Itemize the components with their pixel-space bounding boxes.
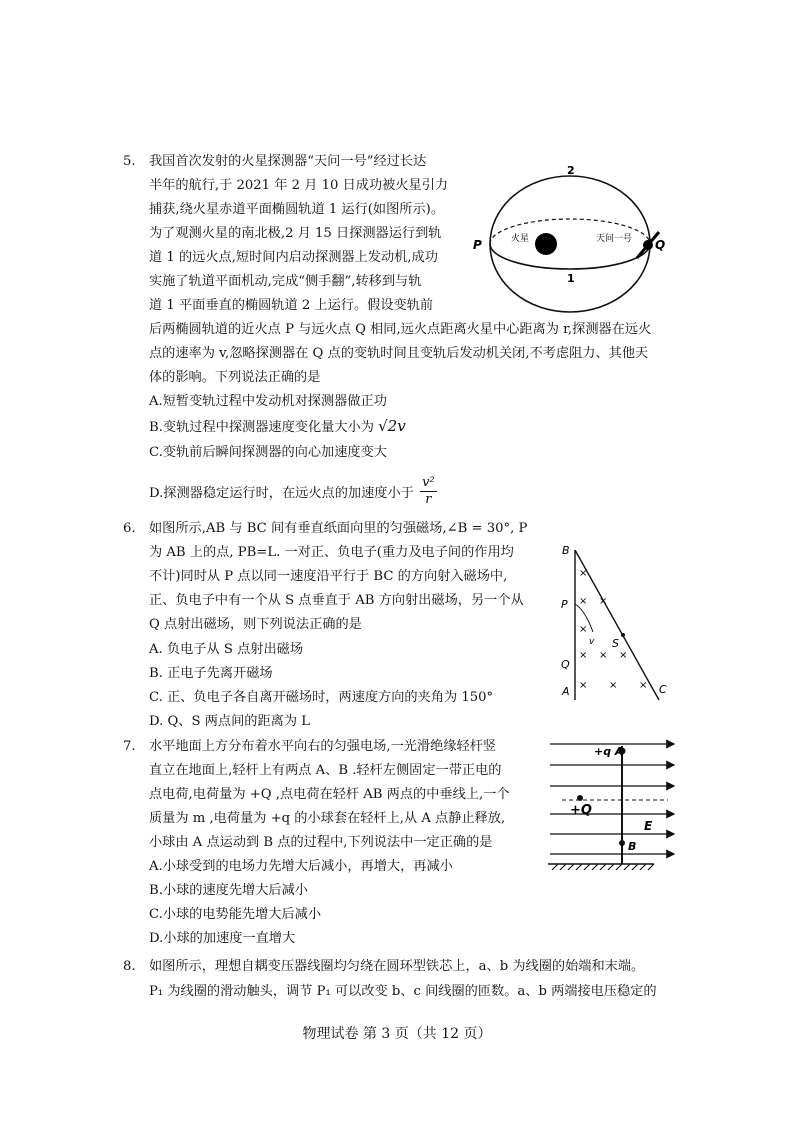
q7-option-b: B.小球的速度先增大后减小 [149, 883, 308, 898]
label-qA: +q A [594, 745, 624, 758]
label-E: E [644, 819, 653, 833]
q5-line-8: 后两椭圆轨道的近火点 P 与远火点 Q 相同,远火点距离火星中心距离为 r,探测器在远火 [149, 322, 652, 337]
label-probe: 天问一号 [596, 234, 633, 244]
question-number: 7. [123, 739, 136, 754]
cross-mark: × [639, 680, 648, 691]
probe-body [643, 240, 653, 250]
point-S [621, 633, 625, 637]
label-A: A [562, 685, 570, 698]
cross-mark: × [619, 650, 628, 661]
q8-line-2: P₁ 为线圈的滑动触头，调节 P₁ 可以改变 b、c 间线圈的匝数。a、b 两端接电压稳定的 [149, 984, 657, 999]
point-B [619, 840, 625, 846]
q7-line-3: 点电荷,电荷量为 +Q ,点电荷在轻杆 AB 两点的中垂线上,一个 [149, 787, 510, 802]
page-footer: 物理试卷 第 3 页（共 12 页） [302, 1026, 492, 1042]
cross-mark: × [599, 650, 608, 661]
ground-hatch [552, 864, 654, 870]
question-8 [123, 955, 693, 1005]
label-mars: 火星 [511, 234, 530, 244]
label-B: B [628, 840, 637, 853]
q6-field-figure [555, 540, 675, 710]
cross-mark: × [579, 624, 588, 635]
q5-option-b [149, 415, 406, 440]
q6-line-2: 为 AB 上的点, PB=L. 一对正、负电子(重力及电子间的作用均 [149, 545, 514, 560]
label-P: P [561, 598, 568, 611]
q5-line-3: 捕获,绕火星赤道平面椭圆轨道 1 运行(如图所示)。 [149, 202, 445, 217]
cross-mark: × [579, 680, 588, 691]
q5-option-a: A.短暂变轨过程中发动机对探测器做正功 [149, 394, 387, 409]
label-2: 2 [567, 164, 575, 177]
q7-line-1: 水平地面上方分布着水平向右的匀强电场,一光滑绝缘轻杆竖 [149, 739, 497, 754]
q6-option-c: C. 正、负电子各自离开磁场时，两速度方向的夹角为 150° [149, 690, 494, 705]
q5-option-b-text: B.变轨过程中探测器速度变化量大小为 [149, 420, 374, 435]
q7-field-figure [548, 738, 678, 872]
q7-option-d: D.小球的加速度一直增大 [149, 931, 296, 946]
q7-option-c: C.小球的电势能先增大后减小 [149, 907, 322, 922]
q5-option-c: C.变轨前后瞬间探测器的向心加速度变大 [149, 445, 387, 460]
q5-line-5: 道 1 的远火点,短时间内启动探测器上发动机,成功 [149, 250, 438, 265]
orbit-1-front [490, 244, 650, 269]
orbit-2-ellipse [490, 176, 650, 312]
label-Q: Q [561, 658, 570, 671]
cross-mark: × [579, 650, 588, 661]
charge-Q [577, 795, 583, 801]
label-P: P [473, 238, 482, 252]
label-v: v [589, 637, 595, 647]
label-Q: Q [655, 238, 666, 252]
q7-line-4: 质量为 m ,电荷量为 +q 的小球套在轻杆上,从 A 点静止释放, [149, 811, 506, 826]
q5-line-9: 点的速率为 v,忽略探测器在 Q 点的变轨时间且变轨后发动机关闭,不考虑阻力、其他天 [149, 346, 649, 361]
cross-mark: × [599, 596, 608, 607]
q5-line-10: 体的影响。下列说法正确的是 [149, 370, 321, 385]
q6-option-b: B. 正电子先离开磁场 [149, 666, 273, 681]
q7-option-a: A.小球受到的电场力先增大后减小，再增大，再减小 [149, 859, 453, 874]
q8-line-1: 如图所示，理想自耦变压器线圈均匀绕在圆环型铁芯上，a、b 为线圈的始端和末端。 [149, 959, 645, 974]
cross-mark: × [579, 568, 588, 579]
q5-line-6: 实施了轨道平面机动,完成“侧手翻”,转移到与轨 [149, 274, 422, 289]
q5-orbit-figure [465, 162, 680, 322]
label-C: C [659, 683, 667, 696]
label-S: S [612, 637, 619, 650]
label-1: 1 [567, 272, 575, 285]
label-B: B [562, 544, 570, 557]
q5-option-d-text: D.探测器稳定运行时，在远火点的加速度小于 [149, 486, 414, 501]
fraction-numerator: v² [422, 475, 435, 490]
q5-line-7: 道 1 平面垂直的椭圆轨道 2 上运行。假设变轨前 [149, 298, 434, 313]
label-Q: +Q [570, 803, 592, 818]
q5-line-2: 半年的航行,于 2021 年 2 月 10 日成功被火星引力 [149, 178, 449, 193]
q7-line-2: 直立在地面上,轻杆上有两点 A、B .轻杆左侧固定一带正电的 [149, 763, 502, 778]
q5-line-1: 我国首次发射的火星探测器“天问一号”经过长达 [149, 154, 427, 169]
mars-circle [535, 233, 557, 255]
q5-option-b-math: √2v [378, 417, 406, 435]
question-number: 8. [123, 959, 136, 974]
question-number: 6. [123, 521, 136, 536]
q6-option-d: D. Q、S 两点间的距离为 L [149, 714, 310, 729]
q5-option-d [149, 477, 437, 510]
q5-line-4: 为了观测火星的南北极,2 月 15 日探测器运行到轨 [149, 226, 442, 241]
q6-line-5: Q 点射出磁场，则下列说法正确的是 [149, 617, 362, 632]
q6-line-3: 不计)同时从 P 点以同一速度沿平行于 BC 的方向射入磁场中, [149, 569, 508, 584]
q6-line-1: 如图所示,AB 与 BC 间有垂直纸面向里的匀强磁场,∠B = 30°, P [149, 521, 528, 536]
cross-mark: × [609, 680, 618, 691]
question-number: 5. [123, 154, 136, 169]
q5-option-d-fraction [420, 475, 437, 508]
q7-line-5: 小球由 A 点运动到 B 点的过程中,下列说法中一定正确的是 [149, 835, 493, 850]
fraction-denominator: r [425, 492, 432, 507]
q6-line-4: 正、负电子中有一个从 S 点垂直于 AB 方向射出磁场，另一个从 [149, 593, 524, 608]
edge-BC [575, 550, 659, 700]
cross-mark: × [579, 596, 588, 607]
q6-option-a: A. 负电子从 S 点射出磁场 [149, 642, 304, 657]
